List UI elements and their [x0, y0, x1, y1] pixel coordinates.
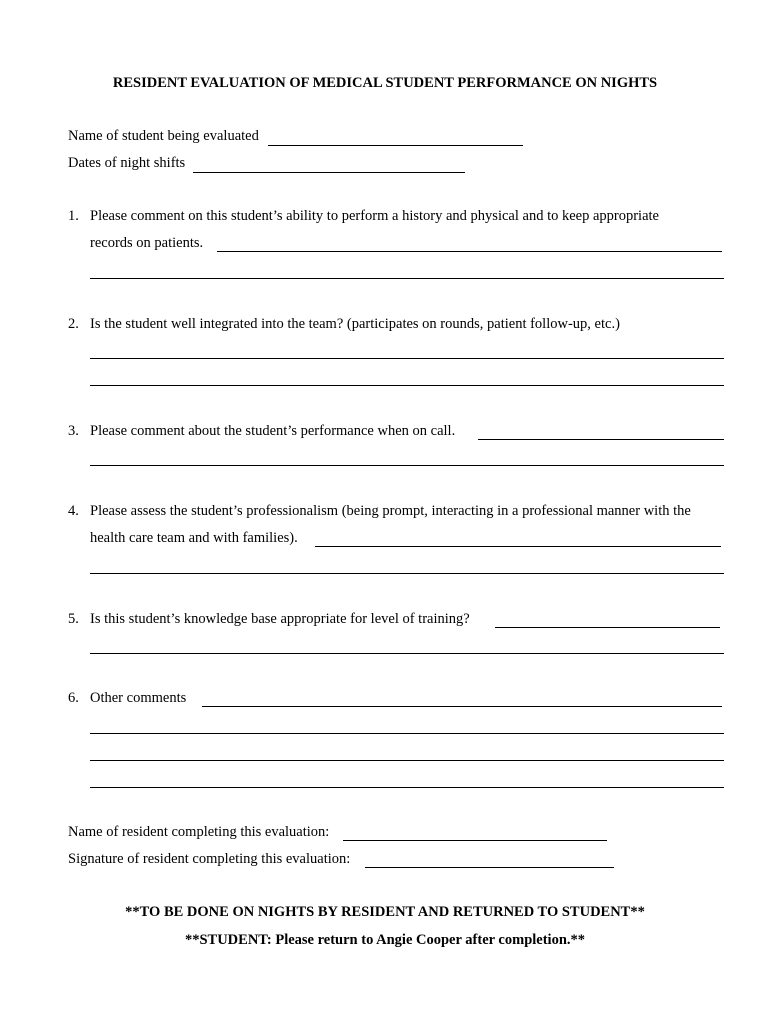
question-1-text-cont: records on patients.	[90, 235, 204, 251]
question-2-answer-line[interactable]	[90, 385, 724, 386]
footer-instruction-1: **TO BE DONE ON NIGHTS BY RESIDENT AND RETURNED TO STUDENT**	[125, 904, 645, 920]
question-4-answer-line[interactable]	[90, 573, 724, 574]
question-6-number: 6.	[68, 690, 79, 706]
dates-field[interactable]	[193, 172, 465, 173]
question-4-text-cont: health care team and with families).	[90, 530, 298, 546]
form-title: RESIDENT EVALUATION OF MEDICAL STUDENT PERFORMANCE ON NIGHTS	[112, 75, 658, 91]
question-2-text: Is the student well integrated into the team? (participates on rounds, patient follow-up, etc.)	[90, 316, 620, 332]
question-1-answer-line[interactable]	[217, 251, 722, 252]
question-3-text: Please comment about the student’s performance when on call.	[90, 423, 456, 439]
question-1-text: Please comment on this student’s ability to perform a history and physical and to keep appropriate	[90, 208, 659, 224]
question-4-text: Please assess the student’s professionalism (being prompt, interacting in a professional manner with the	[90, 503, 691, 519]
question-6-answer-line[interactable]	[90, 733, 724, 734]
question-2-number: 2.	[68, 316, 79, 332]
dates-label: Dates of night shifts	[68, 155, 186, 171]
question-4-number: 4.	[68, 503, 79, 519]
question-1-answer-line[interactable]	[90, 278, 724, 279]
student-name-label: Name of student being evaluated	[68, 128, 259, 144]
question-4-answer-line[interactable]	[315, 546, 721, 547]
resident-name-label: Name of resident completing this evaluation:	[68, 824, 330, 840]
question-5-answer-line[interactable]	[495, 627, 720, 628]
question-5-answer-line[interactable]	[90, 653, 724, 654]
student-name-field[interactable]	[268, 145, 523, 146]
question-6-answer-line[interactable]	[90, 760, 724, 761]
question-5-number: 5.	[68, 611, 79, 627]
resident-name-field[interactable]	[343, 840, 607, 841]
resident-signature-label: Signature of resident completing this evaluation:	[68, 851, 351, 867]
question-1-number: 1.	[68, 208, 79, 224]
question-6-text: Other comments	[90, 690, 187, 706]
question-3-answer-line[interactable]	[478, 439, 724, 440]
question-2-answer-line[interactable]	[90, 358, 724, 359]
question-5-text: Is this student’s knowledge base appropriate for level of training?	[90, 611, 470, 627]
question-3-number: 3.	[68, 423, 79, 439]
question-3-answer-line[interactable]	[90, 465, 724, 466]
footer-instruction-2: **STUDENT: Please return to Angie Cooper after completion.**	[184, 932, 586, 948]
question-6-answer-line[interactable]	[90, 787, 724, 788]
resident-signature-field[interactable]	[365, 867, 614, 868]
question-6-answer-line[interactable]	[202, 706, 722, 707]
